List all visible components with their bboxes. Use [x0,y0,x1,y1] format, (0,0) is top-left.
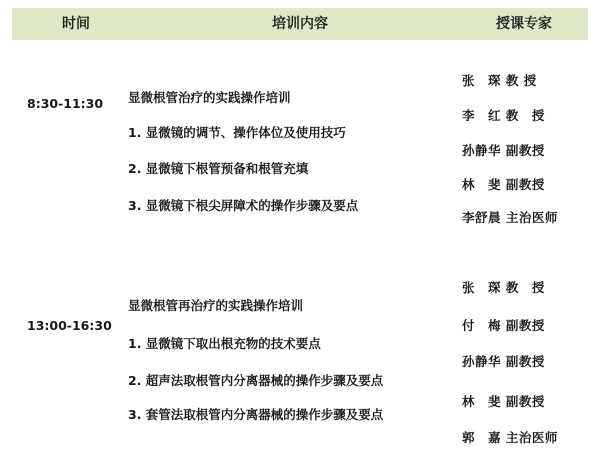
expert-name: 孙静华 副教授 [462,354,545,369]
header-content: 培训内容 [272,16,328,32]
session-item: 1. 显微镜的调节、操作体位及使用技巧 [128,125,346,140]
expert-name: 林 斐 副教授 [462,177,545,192]
session-item: 2. 超声法取根管内分离器械的操作步骤及要点 [128,373,384,388]
header-time: 时间 [62,16,90,32]
expert-name: 林 斐 副教授 [462,394,545,409]
header-experts: 授课专家 [496,16,552,32]
session-time: 13:00-16:30 [27,318,112,333]
session-item: 1. 显微镜下取出根充物的技术要点 [128,336,321,351]
table-header [12,8,588,40]
session-title: 显微根管治疗的实践操作培训 [128,90,291,105]
expert-name: 付 梅 副教授 [462,318,545,333]
expert-name: 李 红 教 授 [462,108,545,123]
expert-name: 张 琛 教 授 [462,280,545,295]
expert-name: 张 琛 教 授 [462,73,537,88]
session-title: 显微根管再治疗的实践操作培训 [128,298,304,313]
session-item: 3. 套管法取根管内分离器械的操作步骤及要点 [128,407,384,422]
session-item: 2. 显微镜下根管预备和根管充填 [128,161,309,176]
expert-name: 孙静华 副教授 [462,143,545,158]
expert-name: 郭 嘉 主治医师 [462,430,558,445]
session-item: 3. 显微镜下根尖屏障术的操作步骤及要点 [128,198,359,213]
expert-name: 李舒晨 主治医师 [462,210,558,225]
session-time: 8:30-11:30 [27,96,104,111]
